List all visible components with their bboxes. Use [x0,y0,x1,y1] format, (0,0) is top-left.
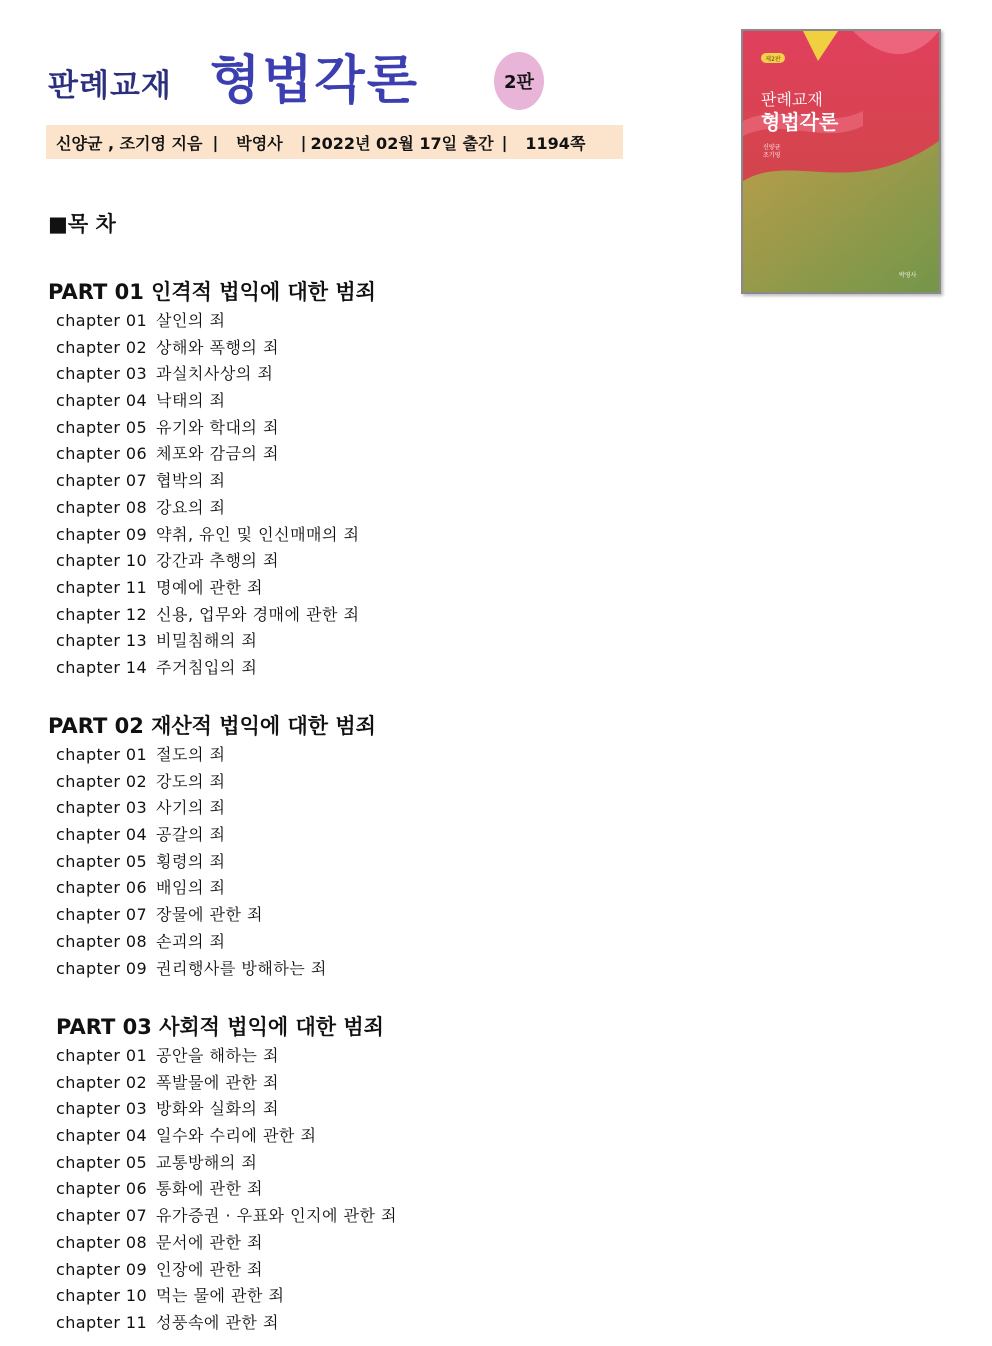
chapter-title: 유기와 학대의 죄 [156,417,279,437]
cover-series: 판례교재 [761,90,823,109]
chapter-item [56,308,376,335]
chapter-number: chapter 07 [56,471,148,491]
toc-heading: ■목 차 [48,212,116,236]
toc-part-2 [48,711,376,982]
chapter-item [56,1043,397,1070]
book-meta-bar [46,125,623,159]
chapter-title: 유가증권 · 우표와 인지에 관한 죄 [156,1206,397,1226]
chapter-number: chapter 05 [56,1152,148,1172]
chapter-title: 교통방해의 죄 [156,1152,258,1172]
chapter-title: 장물에 관한 죄 [156,905,263,925]
chapter-item [56,655,376,682]
page-count: 1194쪽 [525,133,586,153]
cover-edition-tag: 제2판 [765,56,781,63]
chapter-number: chapter 03 [56,1099,148,1119]
chapter-item [56,1230,397,1257]
authors: 신양균 , 조기영 지음 [56,133,203,153]
chapter-item [56,1176,397,1203]
chapter-title: 강도의 죄 [156,771,226,791]
chapter-item [56,795,376,822]
chapter-item [56,1203,397,1230]
chapter-list [56,1043,397,1337]
chapter-list [48,742,376,982]
chapter-number: chapter 07 [56,1206,148,1226]
chapter-number: chapter 02 [56,337,148,357]
chapter-item [56,769,376,796]
chapter-title: 명예에 관한 죄 [156,577,263,597]
chapter-number: chapter 01 [56,745,148,764]
chapter-title: 살인의 죄 [156,311,226,330]
chapter-title: 문서에 관한 죄 [156,1232,263,1252]
chapter-title: 방화와 실화의 죄 [156,1099,279,1119]
chapter-number: chapter 13 [56,631,148,651]
chapter-number: chapter 02 [56,771,148,791]
chapter-item [56,335,376,362]
chapter-number: chapter 05 [56,851,148,871]
chapter-title: 손괴의 죄 [156,931,226,951]
chapter-item [56,415,376,442]
chapter-item [56,956,376,983]
chapter-item [56,1310,397,1337]
chapter-item [56,1150,397,1177]
chapter-item [56,522,376,549]
chapter-title: 협박의 죄 [156,471,226,491]
chapter-title: 폭발물에 관한 죄 [156,1072,279,1092]
chapter-number: chapter 04 [56,1126,148,1146]
chapter-number: chapter 14 [56,657,148,677]
separator: | [300,132,307,152]
chapter-title: 과실치사상의 죄 [156,364,274,384]
chapter-item [56,548,376,575]
chapter-number: chapter 08 [56,497,148,517]
chapter-item [56,929,376,956]
publish-date: 2022년 02월 17일 출간 [310,133,494,153]
chapter-title: 낙태의 죄 [156,391,226,411]
chapter-item [56,388,376,415]
cover-title: 형법각론 [761,110,839,134]
toc-part-3 [56,1012,397,1337]
chapter-number: chapter 09 [56,524,148,544]
chapter-title: 강요의 죄 [156,497,226,517]
chapter-item [56,849,376,876]
chapter-title: 주거침입의 죄 [156,657,258,677]
cover-author-2: 조기영 [763,152,781,159]
chapter-number: chapter 02 [56,1072,148,1092]
chapter-list [48,308,376,682]
chapter-number: chapter 08 [56,1232,148,1252]
chapter-item [56,628,376,655]
chapter-item [56,1123,397,1150]
chapter-number: chapter 03 [56,364,148,384]
chapter-number: chapter 03 [56,798,148,818]
cover-publisher: 박영사 [899,272,917,279]
chapter-number: chapter 12 [56,604,148,624]
chapter-item [56,602,376,629]
chapter-item [56,361,376,388]
chapter-number: chapter 09 [56,958,148,978]
chapter-item [56,822,376,849]
chapter-item [56,468,376,495]
toc-part-1 [48,277,376,682]
chapter-number: chapter 11 [56,1312,148,1332]
chapter-number: chapter 11 [56,577,148,597]
chapter-item [56,575,376,602]
chapter-number: chapter 06 [56,444,148,464]
separator: | [501,132,508,152]
chapter-number: chapter 10 [56,551,148,571]
chapter-title: 통화에 관한 죄 [156,1179,263,1199]
part-title: PART 03 사회적 법익에 대한 범죄 [56,1015,384,1039]
part-title: PART 01 인격적 법익에 대한 범죄 [48,280,376,304]
chapter-title: 인장에 관한 죄 [156,1259,263,1279]
chapter-title: 일수와 수리에 관한 죄 [156,1126,317,1146]
series-name: 판례교재 [48,68,172,104]
chapter-item [56,495,376,522]
chapter-item [56,902,376,929]
chapter-title: 체포와 감금의 죄 [156,444,279,464]
chapter-number: chapter 06 [56,878,148,898]
edition-badge: 2판 [494,52,544,110]
book-title: 형법각론 [210,51,419,111]
chapter-item [56,742,376,769]
chapter-title: 강간과 추행의 죄 [156,551,279,571]
chapter-number: chapter 04 [56,825,148,845]
separator: | [212,132,219,152]
chapter-number: chapter 05 [56,417,148,437]
chapter-number: chapter 01 [56,1046,148,1065]
chapter-number: chapter 04 [56,391,148,411]
chapter-title: 먹는 물에 관한 죄 [156,1286,285,1306]
chapter-number: chapter 08 [56,931,148,951]
part-title: PART 02 재산적 법익에 대한 범죄 [48,714,376,738]
chapter-title: 성풍속에 관한 죄 [156,1312,279,1332]
chapter-title: 상해와 폭행의 죄 [156,337,279,357]
chapter-title: 비밀침해의 죄 [156,631,258,651]
chapter-title: 공갈의 죄 [156,825,226,845]
chapter-item [56,441,376,468]
chapter-item [56,1070,397,1097]
chapter-title: 권리행사를 방해하는 죄 [156,958,327,978]
chapter-item [56,1283,397,1310]
chapter-title: 공안을 해하는 죄 [156,1046,279,1065]
chapter-title: 배임의 죄 [156,878,226,898]
chapter-number: chapter 10 [56,1286,148,1306]
chapter-title: 횡령의 죄 [156,851,226,871]
chapter-number: chapter 06 [56,1179,148,1199]
chapter-title: 절도의 죄 [156,745,226,764]
chapter-title: 사기의 죄 [156,798,226,818]
chapter-item [56,1257,397,1284]
chapter-number: chapter 07 [56,905,148,925]
chapter-title: 신용, 업무와 경매에 관한 죄 [156,604,360,624]
chapter-item [56,875,376,902]
cover-author-1: 신양균 [763,144,781,151]
chapter-title: 약취, 유인 및 인신매매의 죄 [156,524,360,544]
chapter-number: chapter 09 [56,1259,148,1279]
chapter-number: chapter 01 [56,311,148,330]
publisher: 박영사 [236,133,283,153]
chapter-item [56,1096,397,1123]
book-cover-image [741,29,941,294]
